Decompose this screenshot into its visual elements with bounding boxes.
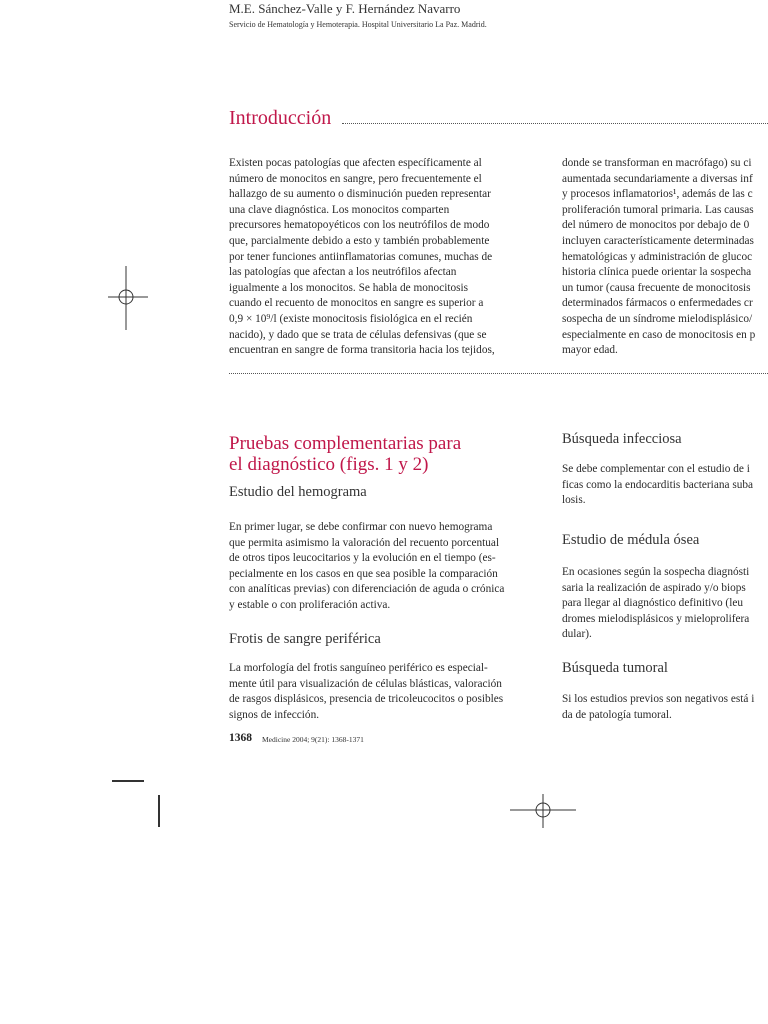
infecciosa-heading: Búsqueda infecciosa (562, 431, 682, 447)
crop-mark-horizontal (112, 780, 144, 782)
registration-mark-icon (108, 266, 148, 330)
text-line: En primer lugar, se debe confirmar con nuevo hemograma (229, 521, 493, 533)
text-line: losis. (562, 494, 586, 507)
text-line: 0,9 × 10⁹/l (existe monocitosis fisiológica en el recién (229, 312, 473, 325)
pruebas-heading-line2: el diagnóstico (figs. 1 y 2) (229, 454, 429, 475)
text-line: En ocasiones según la sospecha diagnósti (562, 566, 750, 578)
intro-heading-rule (342, 123, 768, 124)
text-line: hematológicas y administración de glucoc (562, 250, 753, 263)
text-line: que permita asimismo la valoración del recuento porcentual (229, 536, 500, 549)
text-line: Se debe complementar con el estudio de i (562, 463, 750, 475)
text-line: Si los estudios previos son negativos está i (562, 693, 755, 705)
text-line: da de patología tumoral. (562, 708, 672, 721)
text-line: del número de monocitos por debajo de 0 (562, 219, 750, 232)
text-line: una clave diagnóstica. Los monocitos comparten (229, 203, 450, 216)
text-line: para llegar al diagnóstico definitivo (leu (562, 597, 743, 610)
intro-heading: Introducción (229, 107, 332, 129)
text-line: ficas como la endocarditis bacteriana suba (562, 478, 754, 491)
text-line: precursores hematopoyéticos con los neutrófilos de modo (229, 219, 490, 232)
text-line: igualmente a los monocitos. Se habla de monocitosis (229, 281, 469, 294)
text-line: que, parcialmente debido a esto y también probablemente (229, 234, 490, 247)
medula-text (562, 565, 768, 643)
text-line: encuentran en sangre de forma transitoria hacia los tejidos, (229, 344, 495, 357)
hemograma-text (229, 520, 525, 614)
text-line: un tumor (causa frecuente de monocitosis (562, 281, 751, 294)
text-line: dromes mielodisplásicos y mieloprolifera (562, 612, 750, 625)
infecciosa-text (562, 462, 768, 509)
tumoral-text (562, 692, 768, 723)
text-line: proliferación tumoral primaria. Las causas (562, 203, 754, 216)
pruebas-heading (229, 433, 529, 475)
text-line: mente útil para visualización de células blásticas, valoración (229, 677, 502, 690)
article-authors: M.E. Sánchez-Valle y F. Hernández Navarro (229, 1, 461, 16)
pruebas-heading-line1: Pruebas complementarias para (229, 433, 462, 454)
text-line: historia clínica puede orientar la sospecha (562, 266, 752, 279)
text-line: pecialmente en los casos en que sea posible la comparación (229, 567, 498, 580)
page-number: 1368 (229, 732, 252, 744)
text-line: especialmente en caso de monocitosis en p (562, 328, 756, 341)
text-line: y procesos inflamatorios¹, además de las c (562, 188, 753, 201)
frotis-text (229, 661, 525, 723)
text-line: aumentada secundariamente a diversas inf (562, 172, 753, 185)
journal-citation: Medicine 2004; 9(21): 1368-1371 (262, 735, 364, 744)
text-line: La morfología del frotis sanguíneo periférico es especial- (229, 662, 488, 674)
text-line: saria la realización de aspirado y/o biops (562, 581, 746, 594)
text-line: de rasgos displásicos, presencia de tricoleucocitos o posibles (229, 693, 504, 706)
medula-heading: Estudio de médula ósea (562, 532, 700, 548)
text-line: las patologías que afectan a los neutrófilos afectan (229, 266, 457, 279)
text-line: donde se transforman en macrófago) su ci (562, 157, 752, 169)
text-line: mayor edad. (562, 344, 618, 357)
author-affiliation: Servicio de Hematología y Hemoterapia. Hospital Universitario La Paz. Madrid. (229, 20, 487, 29)
text-line: por tener funciones antiinflamatorias comunes, muchas de (229, 250, 493, 263)
text-line: nacido), y dado que se trata de células defensivas (que se (229, 328, 487, 341)
section-separator (229, 373, 768, 374)
intro-right-column (562, 156, 768, 359)
hemograma-heading: Estudio del hemograma (229, 484, 367, 500)
text-line: dular). (562, 628, 592, 641)
text-line: cuando el recuento de monocitos en sangre es superior a (229, 297, 484, 310)
intro-left-column (229, 156, 525, 359)
text-line: hallazgo de su aumento o disminución pueden representar (229, 188, 491, 201)
text-line: de otros tipos leucocitarios y la evolución en el tiempo (es- (229, 552, 496, 565)
text-line: y estable o con proliferación activa. (229, 598, 391, 611)
text-line: Existen pocas patologías que afecten específicamente al (229, 157, 482, 169)
frotis-heading: Frotis de sangre periférica (229, 631, 381, 647)
crop-mark-vertical (158, 795, 160, 827)
text-line: sospecha de un síndrome mielodisplásico/ (562, 312, 753, 325)
tumoral-heading: Búsqueda tumoral (562, 660, 668, 676)
text-line: incluyen característicamente determinadas (562, 234, 754, 247)
text-line: signos de infección. (229, 708, 320, 721)
text-line: número de monocitos en sangre, pero frecuentemente el (229, 172, 482, 185)
text-line: con analíticas previas) con diferenciación de aguda o crónica (229, 583, 505, 596)
text-line: determinados fármacos o enfermedades cr (562, 297, 753, 310)
registration-mark-icon (510, 794, 576, 828)
